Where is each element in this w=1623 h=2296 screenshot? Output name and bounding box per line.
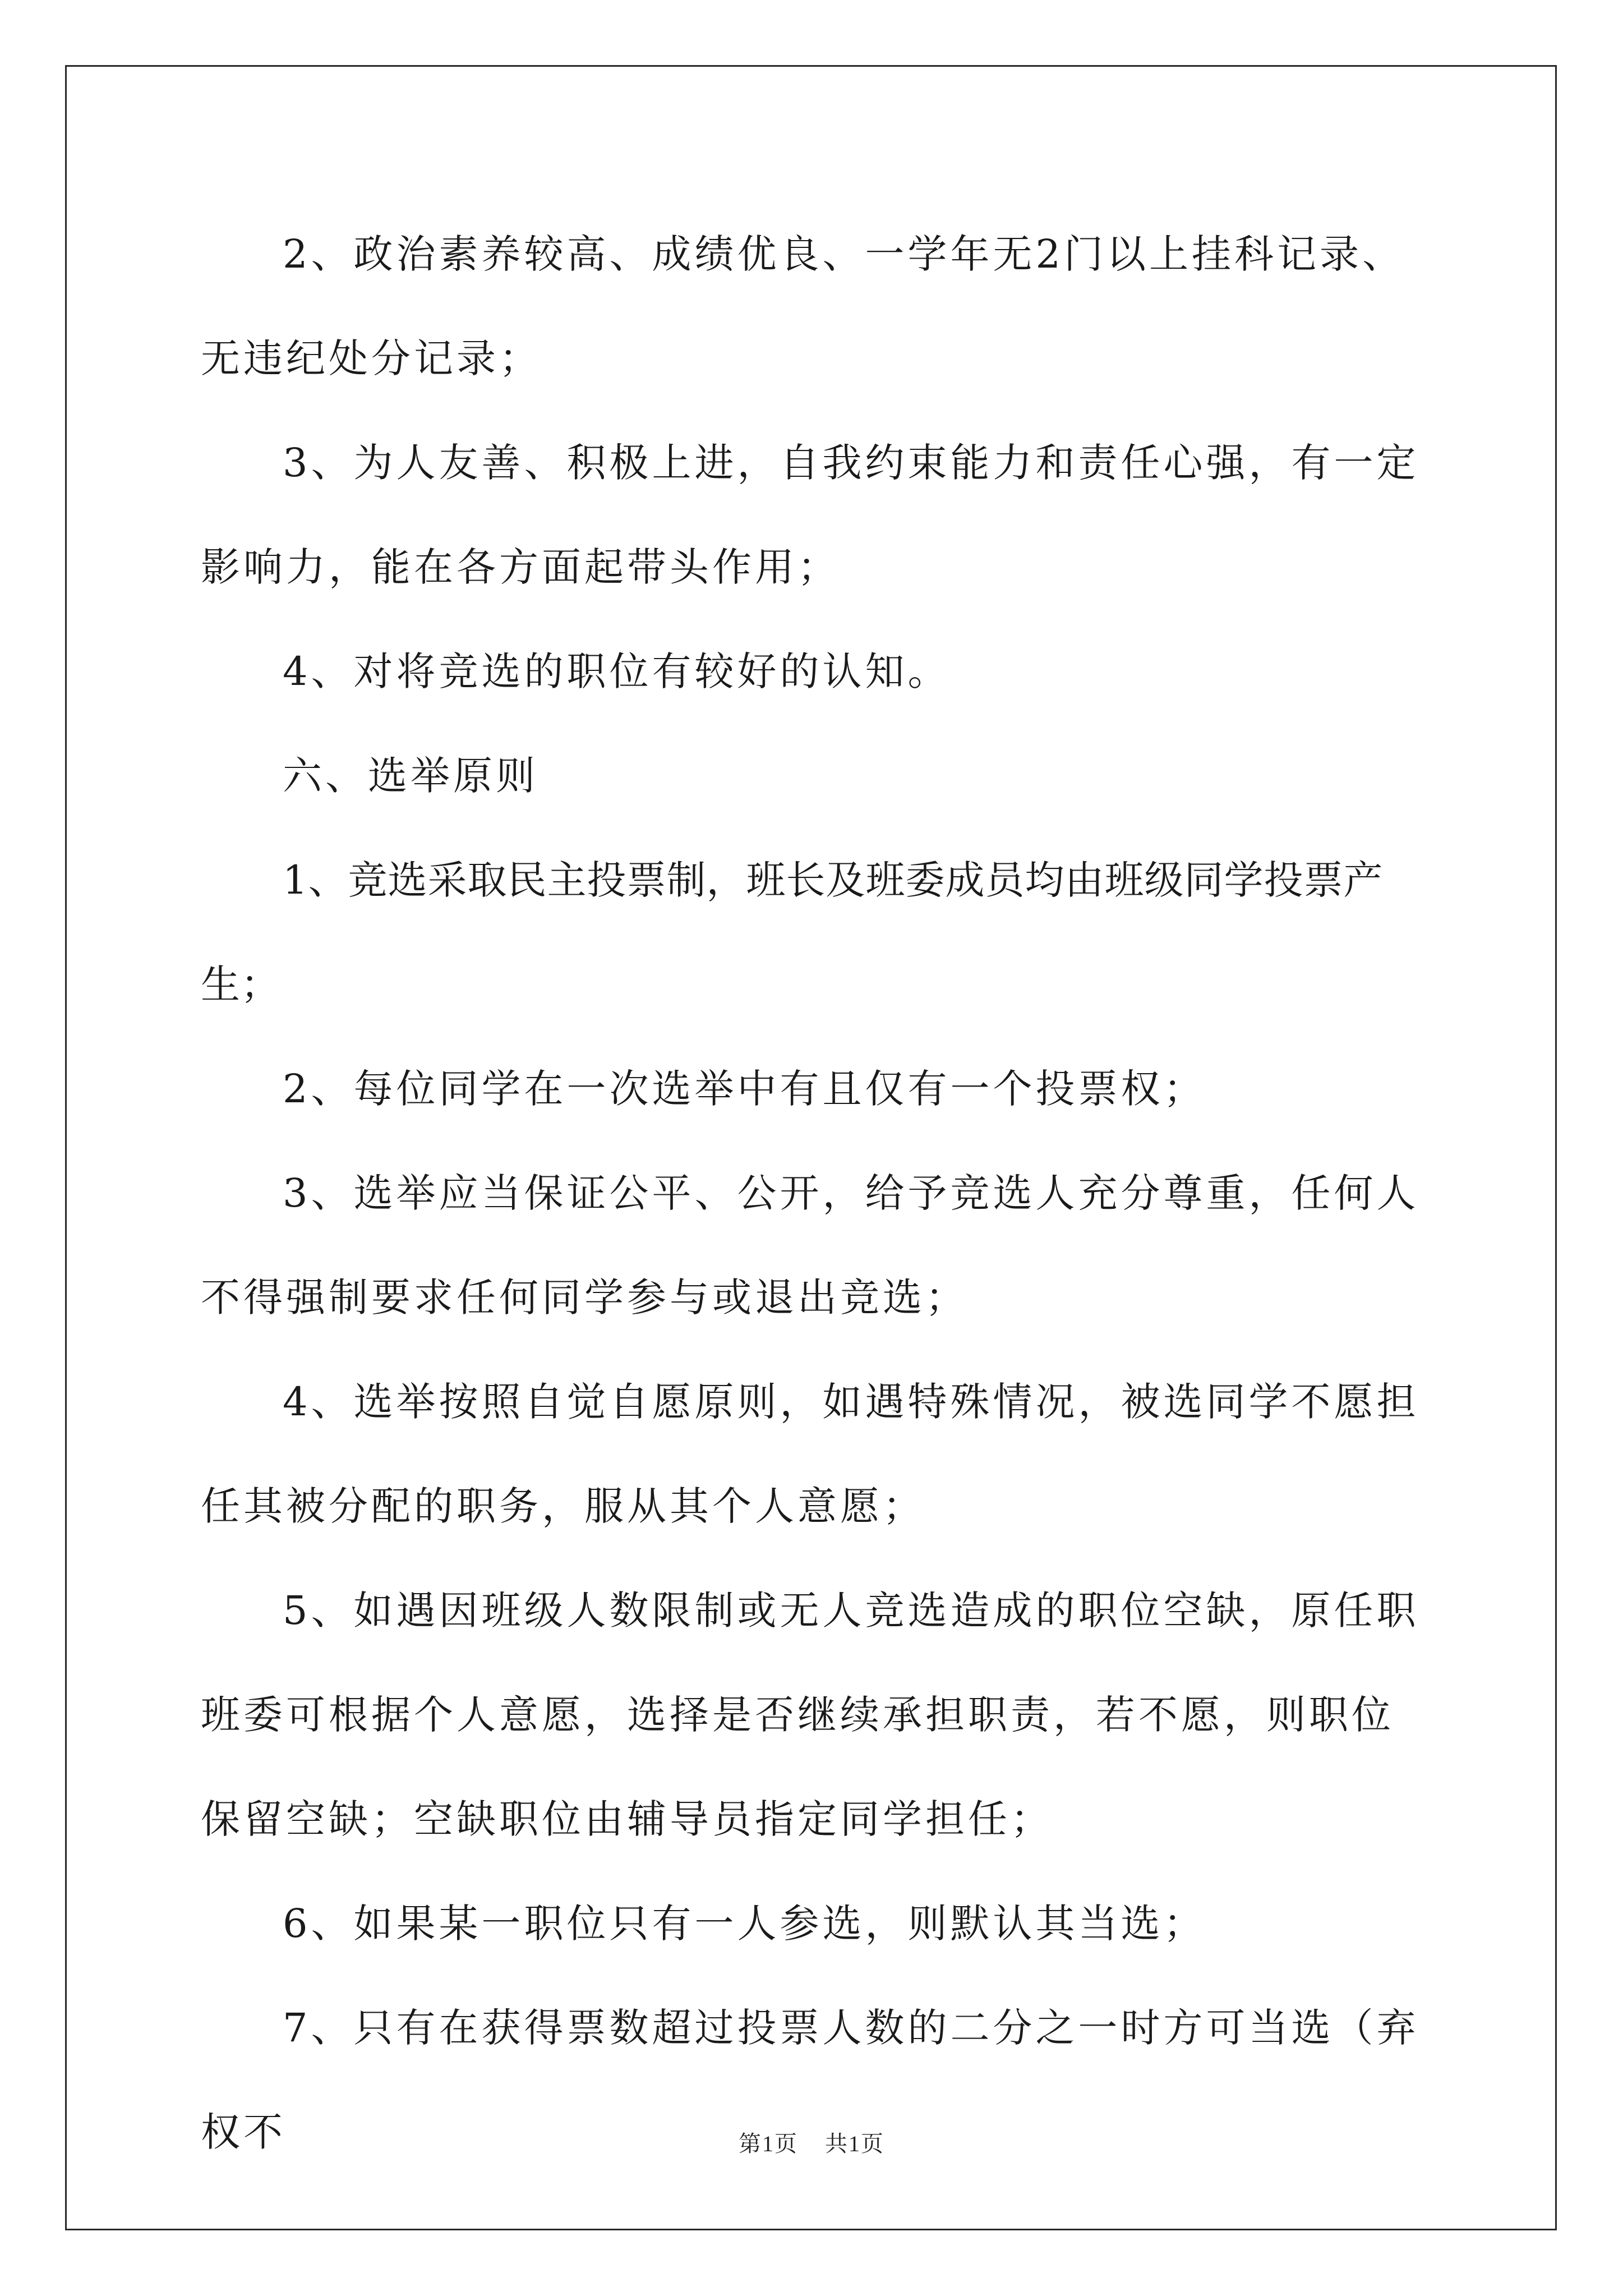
paragraph-4-awareness: 4、对将竞选的职位有较好的认知。 (283, 648, 951, 694)
paragraph-3-character: 3、为人友善、积极上进，自我约束能力和责任心强，有一定影响力，能在各方面起带头作用； (201, 440, 1419, 590)
page-number: 第1页 (739, 2131, 798, 2156)
paragraph-principle-6: 6、如果某一职位只有一人参选，则默认其当选； (283, 1901, 1206, 1947)
paragraph-principle-3: 3、选举应当保证公平、公开，给予竞选人充分尊重，任何人不得强制要求任何同学参与或退出竞选； (201, 1170, 1419, 1320)
paragraph-principle-1: 1、竞选采取民主投票制，班长及班委成员均由班级同学投票产生； (201, 857, 1384, 1007)
document-body (201, 202, 1435, 2184)
total-pages: 共1页 (825, 2131, 884, 2156)
paragraph-principle-5: 5、如遇因班级人数限制或无人竞选造成的职位空缺，原任职班委可根据个人意愿，选择是否继续承担职责，若不愿，则职位保留空缺；空缺职位由辅导员指定同学担任； (201, 1588, 1419, 1842)
paragraph-2-political: 2、政治素养较高、成绩优良、一学年无2门以上挂科记录、无违纪处分记录； (201, 231, 1405, 381)
page-footer (0, 2126, 1623, 2158)
paragraph-principle-7: 7、只有在获得票数超过投票人数的二分之一时方可当选（弃权不 (201, 2005, 1419, 2155)
paragraph-principle-4: 4、选举按照自觉自愿原则，如遇特殊情况，被选同学不愿担任其被分配的职务，服从其个人意愿； (201, 1379, 1419, 1529)
paragraph-principle-2: 2、每位同学在一次选举中有且仅有一个投票权； (283, 1066, 1206, 1112)
section-heading-election-principles: 六、选举原则 (283, 753, 538, 799)
